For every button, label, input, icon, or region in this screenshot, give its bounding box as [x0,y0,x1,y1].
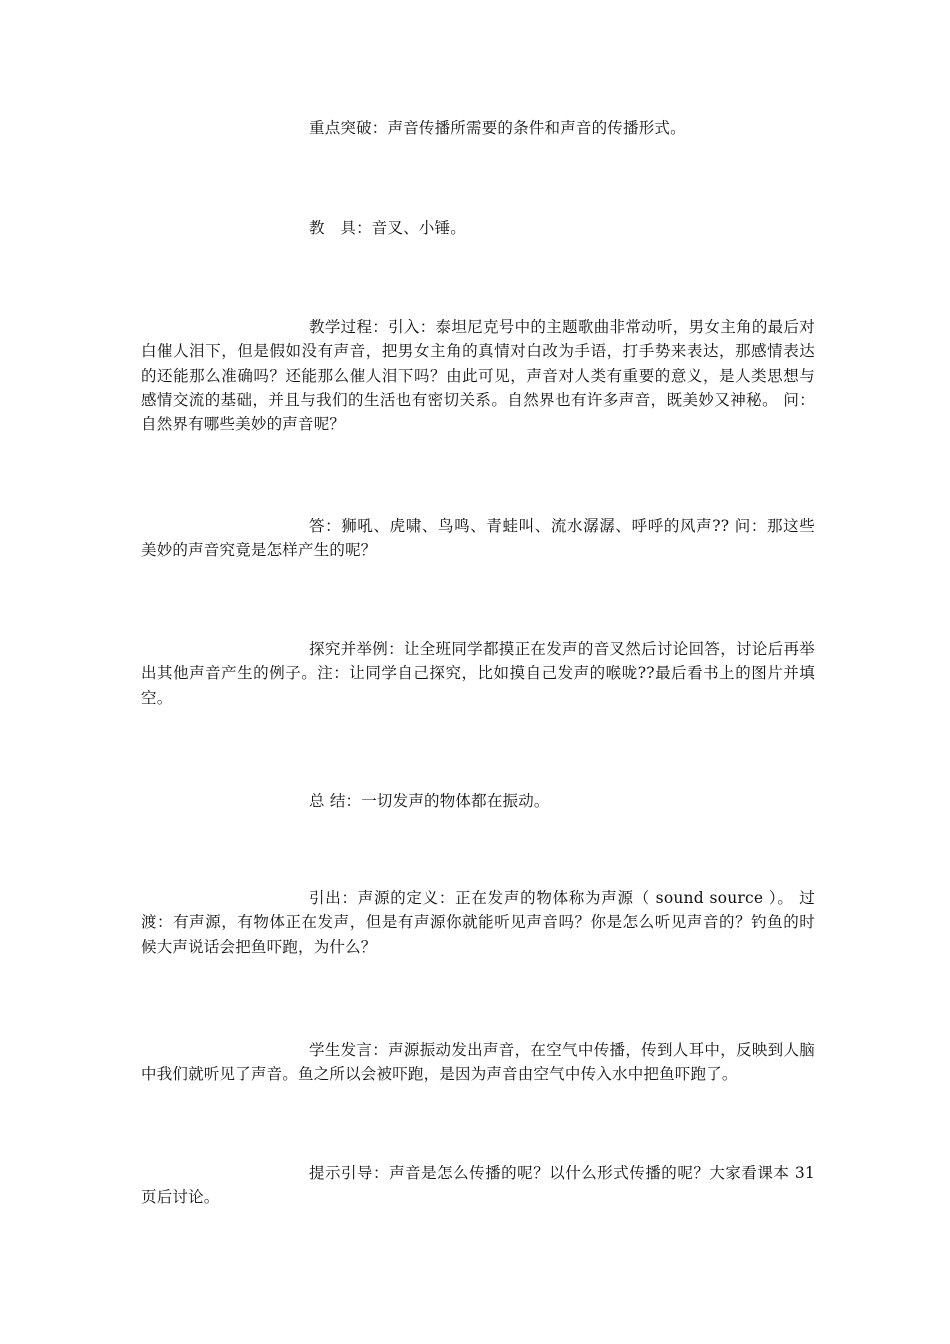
paragraph-student-speech: 学生发言：声源振动发出声音，在空气中传播，传到人耳中，反映到人脑中我们就听见了声音。鱼之所以会被吓跑，是因为声音由空气中传入水中把鱼吓跑了。 [141,1041,815,1084]
paragraph-guidance: 提示引导：声音是怎么传播的呢？以什么形式传播的呢？大家看课本 31 页后讨论。 [141,1164,815,1207]
paragraph-summary: 总 结：一切发声的物体都在振动。 [309,792,550,810]
paragraph-key-points: 重点突破：声音传播所需要的条件和声音的传播形式。 [309,119,686,137]
paragraph-answer: 答：狮吼、虎啸、鸟鸣、青蛙叫、流水潺潺、呼呼的风声?? 问：那这些美妙的声音究竟是怎样产生的呢？ [141,517,815,560]
paragraph-sound-source: 引出：声源的定义：正在发声的物体称为声源（ sound source ）。 过渡：有声源，有物体正在发声，但是有声源你就能听见声音吗？你是怎么听见声音的？钓鱼的时候大声说话会把鱼吓跑，为什么？ [141,889,815,956]
paragraph-explore: 探究并举例：让全班同学都摸正在发声的音叉然后讨论回答，讨论后再举出其他声音产生的例子。注：让同学自己探究，比如摸自己发声的喉咙??最后看书上的图片并填空。 [141,640,815,707]
paragraph-teaching-process: 教学过程：引入：泰坦尼克号中的主题歌曲非常动听，男女主角的最后对白催人泪下，但是假如没有声音，把男女主角的真情对白改为手语，打手势来表达，那感情表达的还能那么准确吗？还能那么催人泪下吗？由此可见，声音对人类有重要的意义，是人类思想与感情交流的基础，并且与我们的生活也有密切关系。自然界也有许多声音，既美妙又神秘。 问：自然界有哪些美妙的声音呢？ [141,318,815,434]
paragraph-teaching-aids: 教 具：音叉、小锤。 [309,219,467,237]
